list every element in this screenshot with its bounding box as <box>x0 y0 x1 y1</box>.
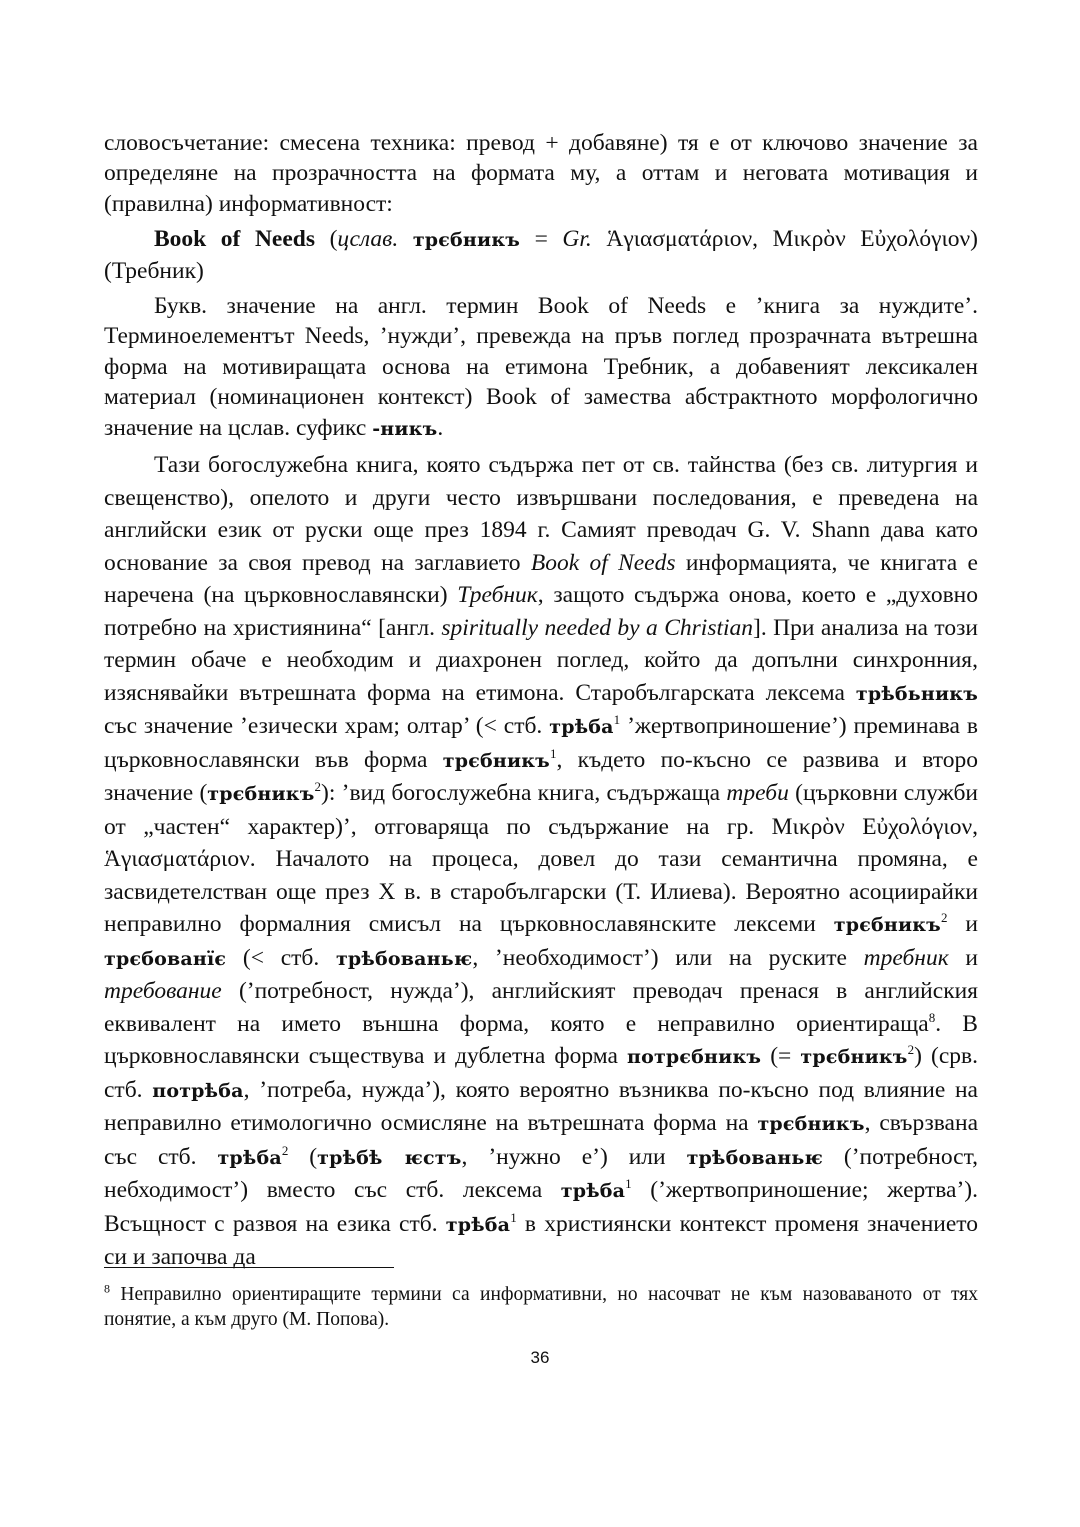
church-slavonic-word: трѣбованьѥ <box>335 947 473 970</box>
page-number: 36 <box>530 1348 550 1367</box>
church-slavonic-word: потрѣба <box>152 1079 244 1102</box>
footnote-text: Неправилно ориентиращите термини са информативни, но насочват не към назоваваното от тях понятие, а към друго (М. Попова). <box>104 1284 978 1330</box>
church-slavonic-word: трєбникъ <box>757 1113 865 1136</box>
church-slavonic-word: трєбованїє <box>104 947 227 970</box>
footnote <box>104 1282 978 1332</box>
footnote-mark: 8 <box>104 1281 110 1296</box>
church-slavonic-word: трѣба <box>445 1213 511 1236</box>
church-slavonic-word: трѣбьникъ <box>855 682 978 705</box>
church-slavonic-word: трєбникъ <box>442 749 550 772</box>
church-slavonic-word: потрєбникъ <box>626 1046 762 1069</box>
church-slavonic-word: трѣбованьѥ <box>686 1146 823 1169</box>
paragraph-term-entry: Book of Needs (цслав. трєбникъ = Gr. Ἁγιασματάριον, Μικρὸν Εὐχολόγιον) (Требник) <box>104 226 979 284</box>
church-slavonic-word: трєбникъ <box>833 914 941 937</box>
church-slavonic-word: трѣба <box>549 716 614 739</box>
church-slavonic-word: трѣбѣ ѥстъ <box>317 1146 462 1169</box>
paragraph-literal-meaning: Букв. значение на англ. термин Book of Needs е ’книга за нуждите’. Терминоелементът Needs, ’нужди’, превежда на пръв поглед прозрачната вътрешна форма на мотивиращата основа на етимона Требник, а добавеният лексикален материал (номинационен контекст) Book of замества абстрактното морфологично значение на цслав. суфикс -никъ. <box>104 293 978 441</box>
term-headword: Book of Needs <box>154 226 316 253</box>
church-slavonic-word: -никъ <box>372 417 438 440</box>
page-body <box>104 128 978 1274</box>
church-slavonic-word: трєбникъ <box>207 783 315 806</box>
footnote-separator <box>104 1267 394 1268</box>
church-slavonic-word: трѣба <box>217 1146 282 1169</box>
paragraph-continuation: словосъчетание: смесена техника: превод + добавяне) тя е от ключово значение за определяне на прозрачността на формата му, а оттам и неговата мотивация и (правилна) информативност: <box>104 130 978 217</box>
church-slavonic-word: трєбникъ <box>800 1046 908 1069</box>
church-slavonic-word: трѣба <box>560 1180 626 1203</box>
footnote-reference[interactable]: 8 <box>928 1009 936 1025</box>
paragraph-analysis: Тази богослужебна книга, която съдържа пет от св. тайнства (без св. литургия и свещенство), опелото и други често извършвани последования, е преведена на английски език от руски още през 1894 г. Самият преводач G. V. Shann дава като основание за своя превод на заглавието Book of Needs информацията, че книгата е наречена (на църковнославянски) Требник, защото съдържа онова, което е „духовно потребно на християнина“ [англ. spiritually needed by a Christian]. При анализа на този термин обаче е необходим и диахронен поглед, който да допълни синхронния, изяснявайки вътрешната форма на етимона. Старобългарската лексема трѣбьникъ със значение ’езически храм; олтар’ (< стб. трѣба$^1$ ’жертвоприношение’) преминава в църковнославянски във форма трєбникъ$^1$, където по-късно се развива и второ значение (трєбникъ$^2$): ’вид богослужебна книга, съдържаща треби (църковни служби от „частен“ характер)’, отговаряща по съдържание на гр. Μικρὸν Εὐχολόγιον, Ἁγιασματάριον. Началото на процеса, довел до тази семантична промяна, е засвидетелстван още през X в. в старобългарски (Т. Илиева). Вероятно асоциирайки неправилно формалния смисъл на църковнославянските лексеми трєбникъ$^2$ и трєбованїє (< стб. трѣбованьѥ, ’необходимост’) или на руските требник и требование (’потребност, нужда’), английският преводач пренася в английския еквивалент на името външна форма, която е неправилно ориентираща$^8$. В църковнославянски съществува и дублетна форма потрєбникъ (= трєбникъ$^2$) (срв. стб. потрѣба, ’потреба, нужда’), която вероятно възниква по-късно под влияние на неправилно етимологично осмисляне на вътрешната форма на трєбникъ, свързвана със стб. трѣба$^2$ (трѣбѣ ѥстъ, ’нужно е’) или трѣбованьѥ (’потребност, небходимост’) вместо със стб. лексема трѣба$^1$ (’жертвоприношение; жертва’). Всъщност с развоя на езика стб. трѣба$^1$ в християнски контекст променя значението си и започва да <box>104 452 979 1271</box>
church-slavonic-word: трєбникъ <box>412 229 521 252</box>
